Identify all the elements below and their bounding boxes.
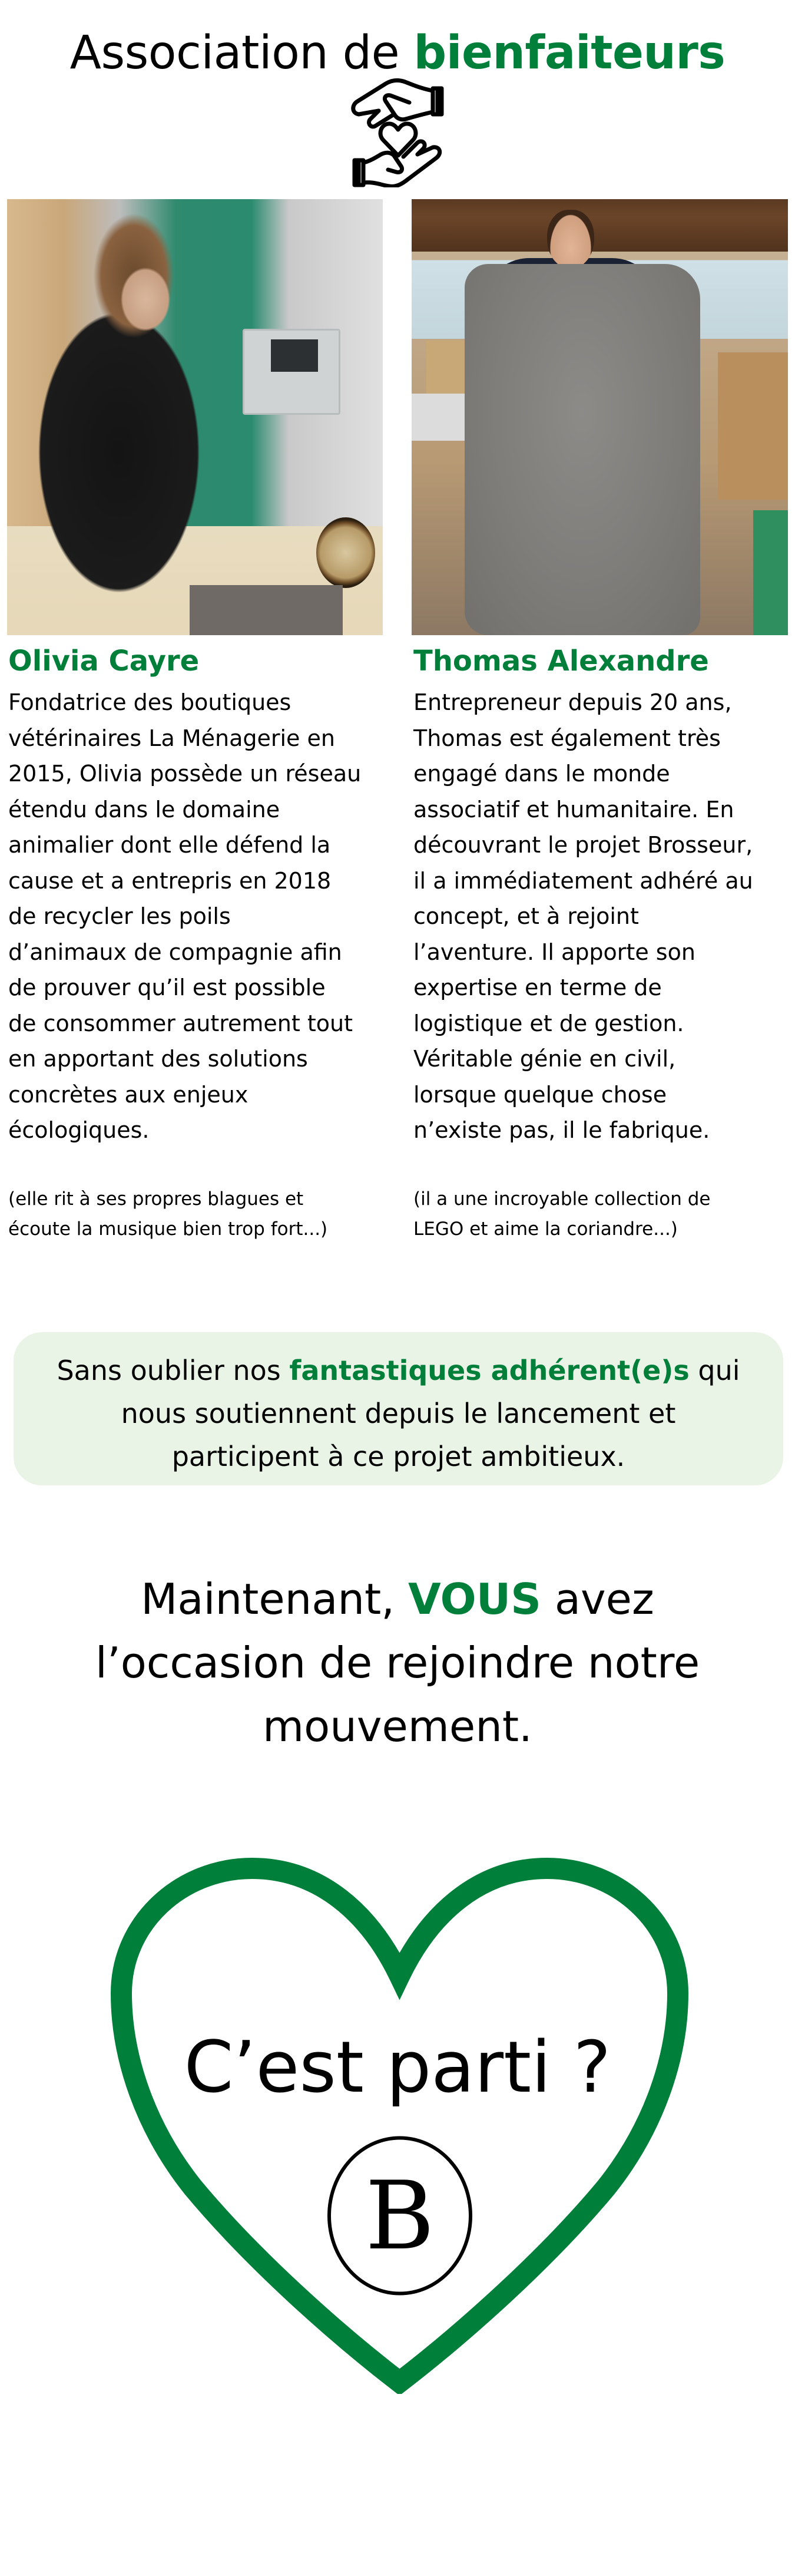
- callout-line: participent à ce projet ambitieux.: [171, 1441, 625, 1472]
- note-line: (il a une incroyable collection de: [413, 1188, 711, 1210]
- member-fun-fact: [8, 1184, 391, 1244]
- bio-line: étendu dans le domaine: [8, 796, 280, 823]
- bio-line: de prouver qu’il est possible: [8, 975, 326, 1000]
- bio-line: Véritable génie en civil,: [413, 1046, 676, 1072]
- bio-line: écologiques.: [8, 1117, 150, 1143]
- bio-line: d’animaux de compagnie afin: [8, 939, 342, 965]
- bio-line: il a immédiatement adhéré au: [413, 867, 753, 894]
- cta-line: [0, 1567, 795, 1631]
- adherents-callout-text: [14, 1349, 783, 1478]
- bio-line: concept, et à rejoint: [413, 903, 639, 929]
- callout-highlight: fantastiques adhérent(e)s: [289, 1355, 690, 1386]
- note-line: écoute la musique bien trop fort...): [8, 1218, 328, 1240]
- callout-text: qui: [689, 1355, 740, 1386]
- cta-text: Maintenant,: [141, 1574, 409, 1624]
- member-fun-fact: [413, 1184, 795, 1244]
- machine-control-panel: [243, 329, 340, 415]
- bio-line: vétérinaires La Ménagerie en: [8, 725, 335, 751]
- member-bio: [8, 685, 391, 1148]
- bio-line: Entrepreneur depuis 20 ans,: [413, 689, 732, 715]
- join-movement-text: [0, 1567, 795, 1758]
- felt-sample: [190, 585, 343, 635]
- photo-thomas-alexandre: [412, 199, 788, 635]
- cta-heading: C’est parti ?: [184, 2027, 611, 2109]
- bio-line: de recycler les poils: [8, 903, 231, 929]
- person-head: [547, 210, 594, 269]
- callout-text: Sans oublier nos: [57, 1355, 290, 1386]
- title-highlight: bienfaiteurs: [413, 27, 726, 80]
- bio-line: en apportant des solutions: [8, 1046, 308, 1072]
- cta-highlight: VOUS: [408, 1574, 542, 1624]
- callout-line: [14, 1349, 783, 1392]
- green-bin: [753, 510, 788, 635]
- weighing-scale: [316, 517, 375, 588]
- photo-olivia-cayre: [7, 199, 383, 635]
- bio-line: de consommer autrement tout: [8, 1010, 353, 1036]
- member-name: Olivia Cayre: [8, 645, 200, 678]
- bio-line: n’existe pas, il le fabrique.: [413, 1117, 710, 1143]
- bio-line: Fondatrice des boutiques: [8, 689, 292, 715]
- note-line: (elle rit à ses propres blagues et: [8, 1188, 304, 1210]
- callout-line: nous soutiennent depuis le lancement et: [121, 1398, 676, 1429]
- member-bio: [413, 685, 795, 1148]
- bio-line: engagé dans le monde: [413, 761, 670, 787]
- title-regular: Association de: [69, 27, 414, 80]
- bio-line: lorsque quelque chose: [413, 1081, 667, 1108]
- bio-line: découvrant le projet Brosseur,: [413, 832, 753, 858]
- cta-text: avez: [541, 1574, 654, 1624]
- bio-line: cause et a entrepris en 2018: [8, 867, 332, 894]
- felt-sheet: [465, 264, 700, 635]
- member-name: Thomas Alexandre: [413, 645, 709, 678]
- hands-giving-heart-icon: [344, 78, 452, 187]
- heart-outline-icon: [111, 1858, 688, 2394]
- cta-line: l’occasion de rejoindre notre: [95, 1638, 700, 1687]
- note-line: LEGO et aime la coriandre...): [413, 1218, 678, 1240]
- desk: [412, 394, 471, 441]
- brosseur-logo[interactable]: [327, 2135, 473, 2296]
- bio-line: 2015, Olivia possède un réseau: [8, 761, 362, 787]
- bio-line: concrètes aux enjeux: [8, 1081, 249, 1108]
- cardboard-box: [718, 352, 788, 500]
- bio-line: logistique et de gestion.: [413, 1010, 684, 1036]
- logo-letter: B: [365, 2160, 435, 2271]
- bio-line: Thomas est également très: [413, 725, 721, 751]
- bio-line: associatif et humanitaire. En: [413, 796, 734, 823]
- cta-line: mouvement.: [263, 1702, 532, 1751]
- page-title: [0, 24, 795, 82]
- bio-line: expertise en terme de: [413, 975, 662, 1000]
- bio-line: l’aventure. Il apporte son: [413, 939, 695, 965]
- bio-line: animalier dont elle défend la: [8, 832, 331, 858]
